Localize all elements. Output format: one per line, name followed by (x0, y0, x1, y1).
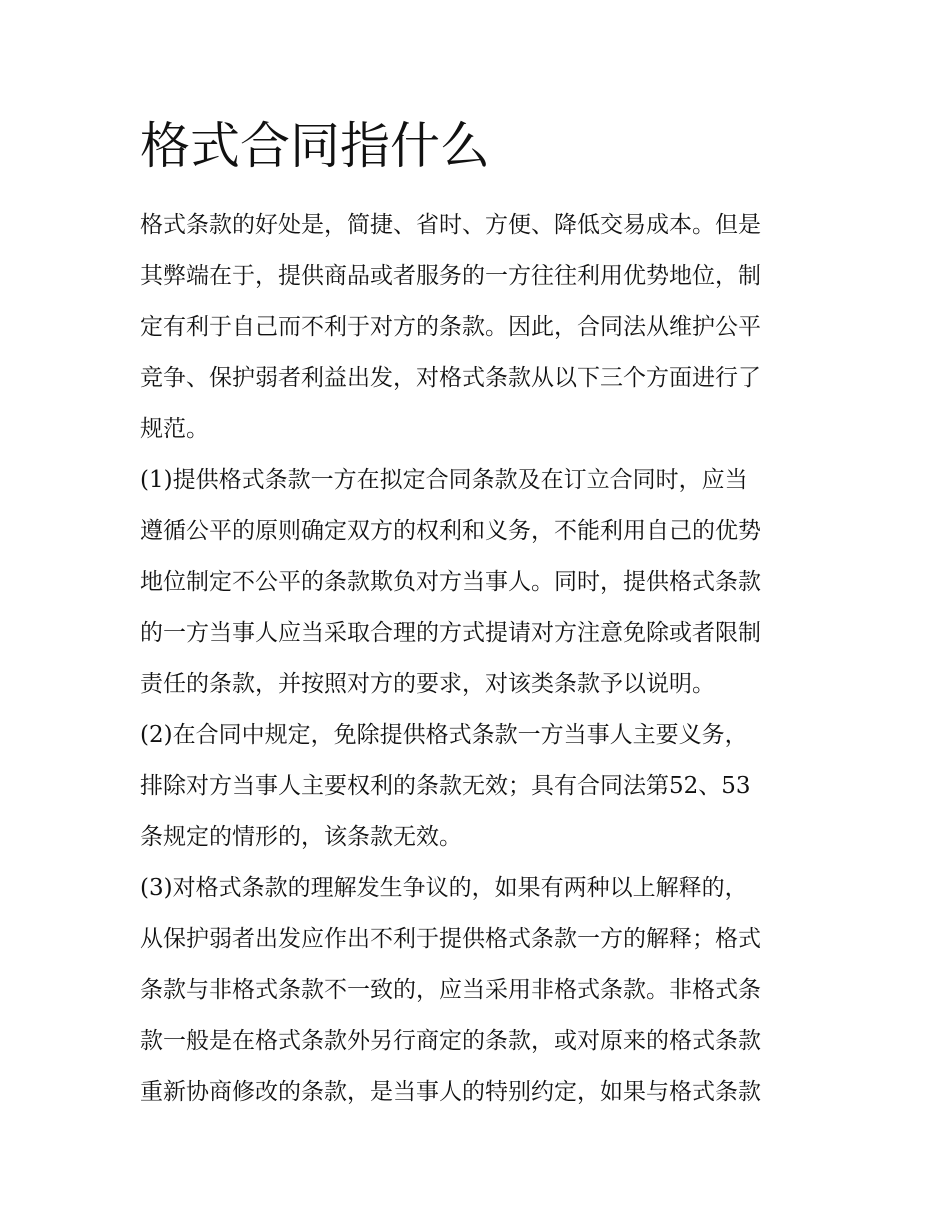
paragraph-intro (140, 200, 812, 455)
paragraph-point-2 (140, 710, 812, 863)
paragraph-line: 条规定的情形的，该条款无效。 (140, 824, 462, 850)
paragraph-line: 定有利于自己而不利于对方的条款。因此，合同法从维护公平 (140, 314, 761, 340)
paragraph-line: (1)提供格式条款一方在拟定合同条款及在订立合同时，应当 (140, 467, 748, 493)
paragraph-line: 竞争、保护弱者利益出发，对格式条款从以下三个方面进行了 (140, 365, 761, 391)
paragraph-line: 遵循公平的原则确定双方的权利和义务，不能利用自己的优势 (140, 518, 761, 544)
paragraph-line: 条款与非格式条款不一致的，应当采用非格式条款。非格式条 (140, 977, 761, 1003)
document-title: 格式合同指什么 (140, 117, 490, 175)
document-page (140, 110, 812, 1118)
paragraph-line: 责任的条款，并按照对方的要求，对该类条款予以说明。 (140, 671, 715, 697)
paragraph-line: 其弊端在于，提供商品或者服务的一方往往利用优势地位，制 (140, 263, 761, 289)
paragraph-line: 规范。 (140, 416, 209, 442)
paragraph-line: (3)对格式条款的理解发生争议的，如果有两种以上解释的， (140, 875, 748, 901)
paragraph-point-1 (140, 455, 812, 710)
paragraph-line: 的一方当事人应当采取合理的方式提请对方注意免除或者限制 (140, 620, 761, 646)
paragraph-line: 格式条款的好处是，简捷、省时、方便、降低交易成本。但是 (140, 212, 761, 238)
paragraph-line: 地位制定不公平的条款欺负对方当事人。同时，提供格式条款 (140, 569, 761, 595)
paragraph-point-3 (140, 863, 812, 1118)
paragraph-line: 款一般是在格式条款外另行商定的条款，或对原来的格式条款 (140, 1028, 761, 1054)
paragraph-line: 排除对方当事人主要权利的条款无效；具有合同法第52、53 (140, 773, 751, 799)
paragraph-line: 从保护弱者出发应作出不利于提供格式条款一方的解释；格式 (140, 926, 761, 952)
paragraph-line: (2)在合同中规定，免除提供格式条款一方当事人主要义务， (140, 722, 748, 748)
paragraph-line: 重新协商修改的条款，是当事人的特别约定，如果与格式条款 (140, 1079, 761, 1105)
